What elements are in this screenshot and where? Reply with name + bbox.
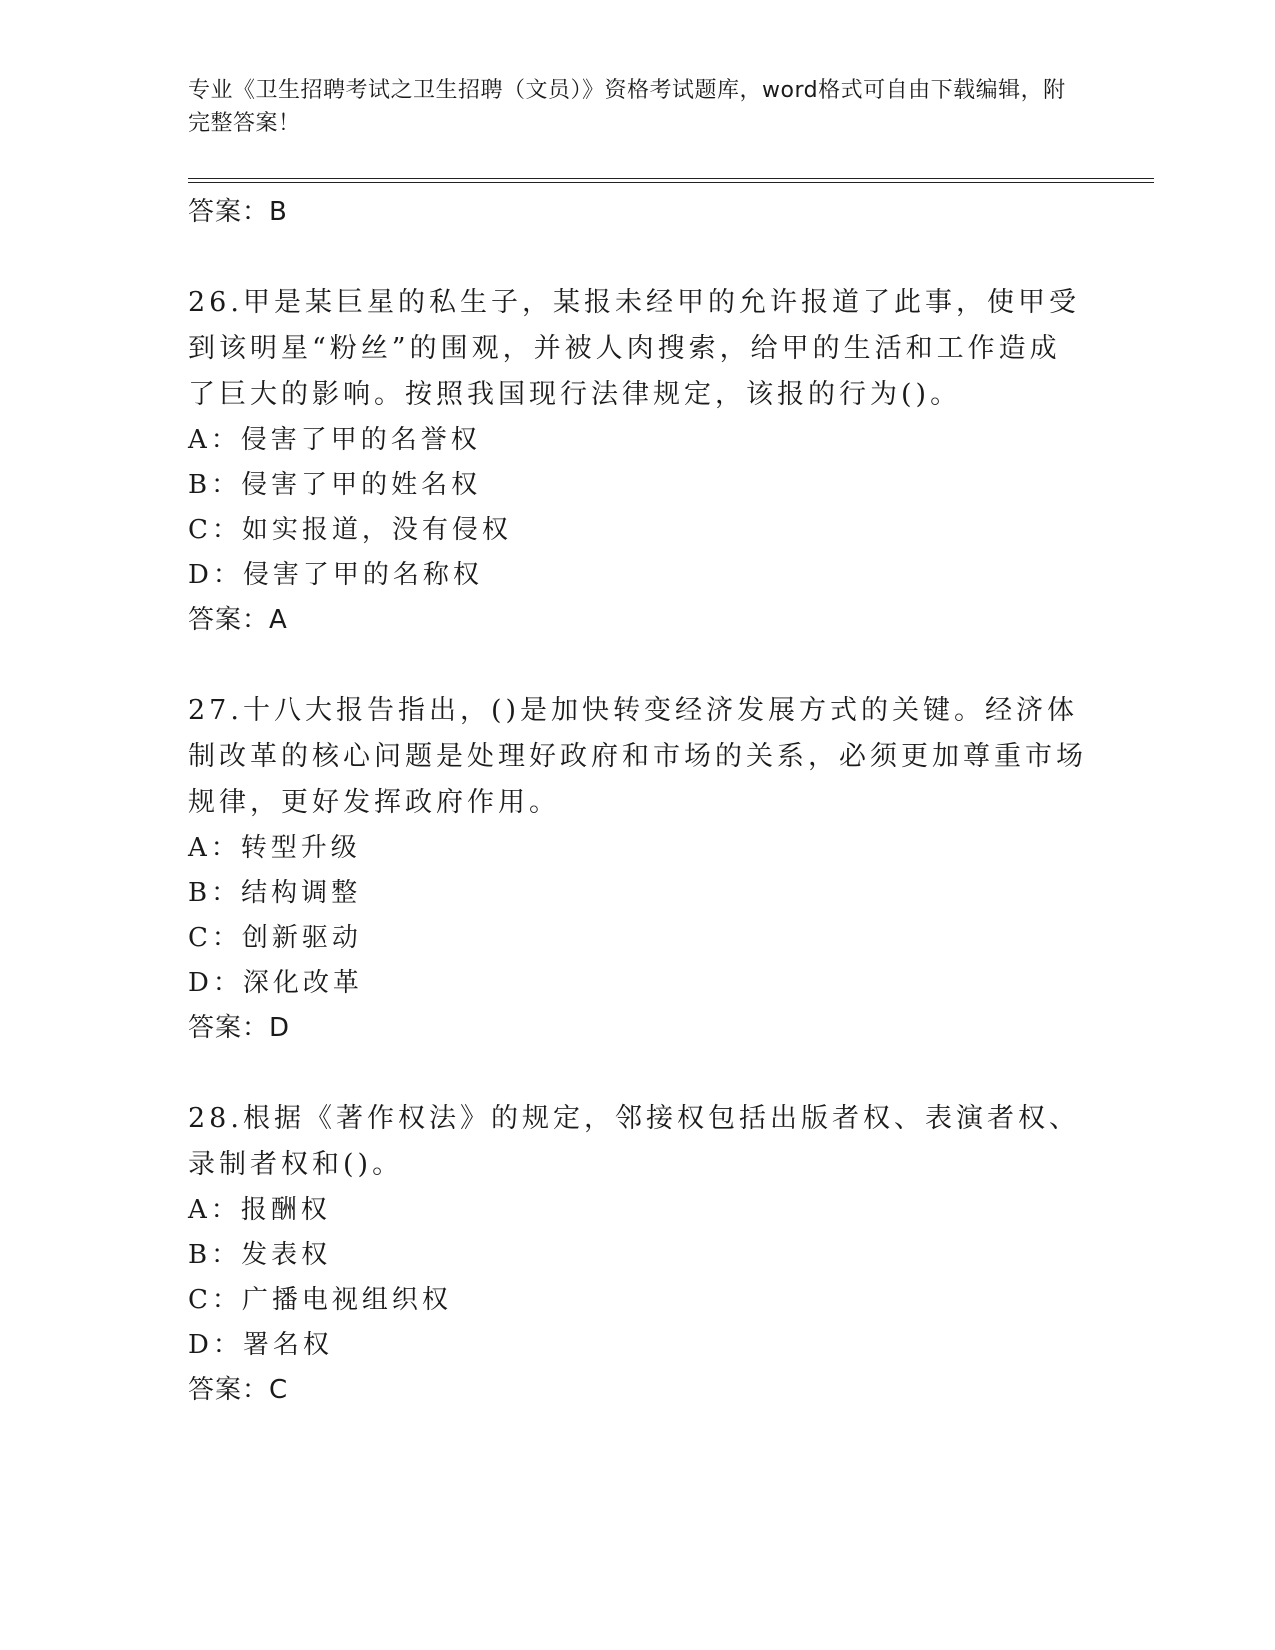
option-c: C：广播电视组织权	[188, 1285, 452, 1315]
question-26	[188, 280, 1158, 642]
question-stem: 27.十八大报告指出，()是加快转变经济发展方式的关键。经济体制改革的核心问题是处理好政府和市场的关系，必须更加尊重市场规律，更好发挥政府作用。	[188, 695, 1087, 818]
option-b: B：侵害了甲的姓名权	[188, 470, 482, 500]
question-stem: 26.甲是某巨星的私生子，某报未经甲的允许报道了此事，使甲受到该明星“粉丝”的围观，并被人肉搜索，给甲的生活和工作造成了巨大的影响。按照我国现行法律规定，该报的行为()。	[188, 287, 1080, 410]
previous-answer: 答案：B	[188, 197, 288, 227]
question-list	[188, 190, 1158, 1412]
option-b: B：发表权	[188, 1240, 332, 1270]
header-divider	[188, 178, 1154, 183]
question-answer: 答案：D	[188, 1013, 291, 1043]
document-header: 专业《卫生招聘考试之卫生招聘（文员）》资格考试题库，word格式可自由下载编辑，附完整答案！	[188, 78, 1066, 136]
option-d: D：署名权	[188, 1330, 333, 1360]
question-answer: 答案：C	[188, 1375, 289, 1405]
option-c: C：创新驱动	[188, 923, 362, 953]
question-27	[188, 688, 1158, 1050]
option-c: C：如实报道，没有侵权	[188, 515, 512, 545]
option-d: D：深化改革	[188, 968, 363, 998]
option-a: A：报酬权	[188, 1195, 331, 1225]
option-a: A：侵害了甲的名誉权	[188, 425, 481, 455]
option-b: B：结构调整	[188, 878, 362, 908]
question-28	[188, 1096, 1158, 1412]
question-stem: 28.根据《著作权法》的规定，邻接权包括出版者权、表演者权、录制者权和()。	[188, 1103, 1080, 1180]
option-d: D：侵害了甲的名称权	[188, 560, 483, 590]
question-answer: 答案：A	[188, 605, 288, 635]
option-a: A：转型升级	[188, 833, 361, 863]
